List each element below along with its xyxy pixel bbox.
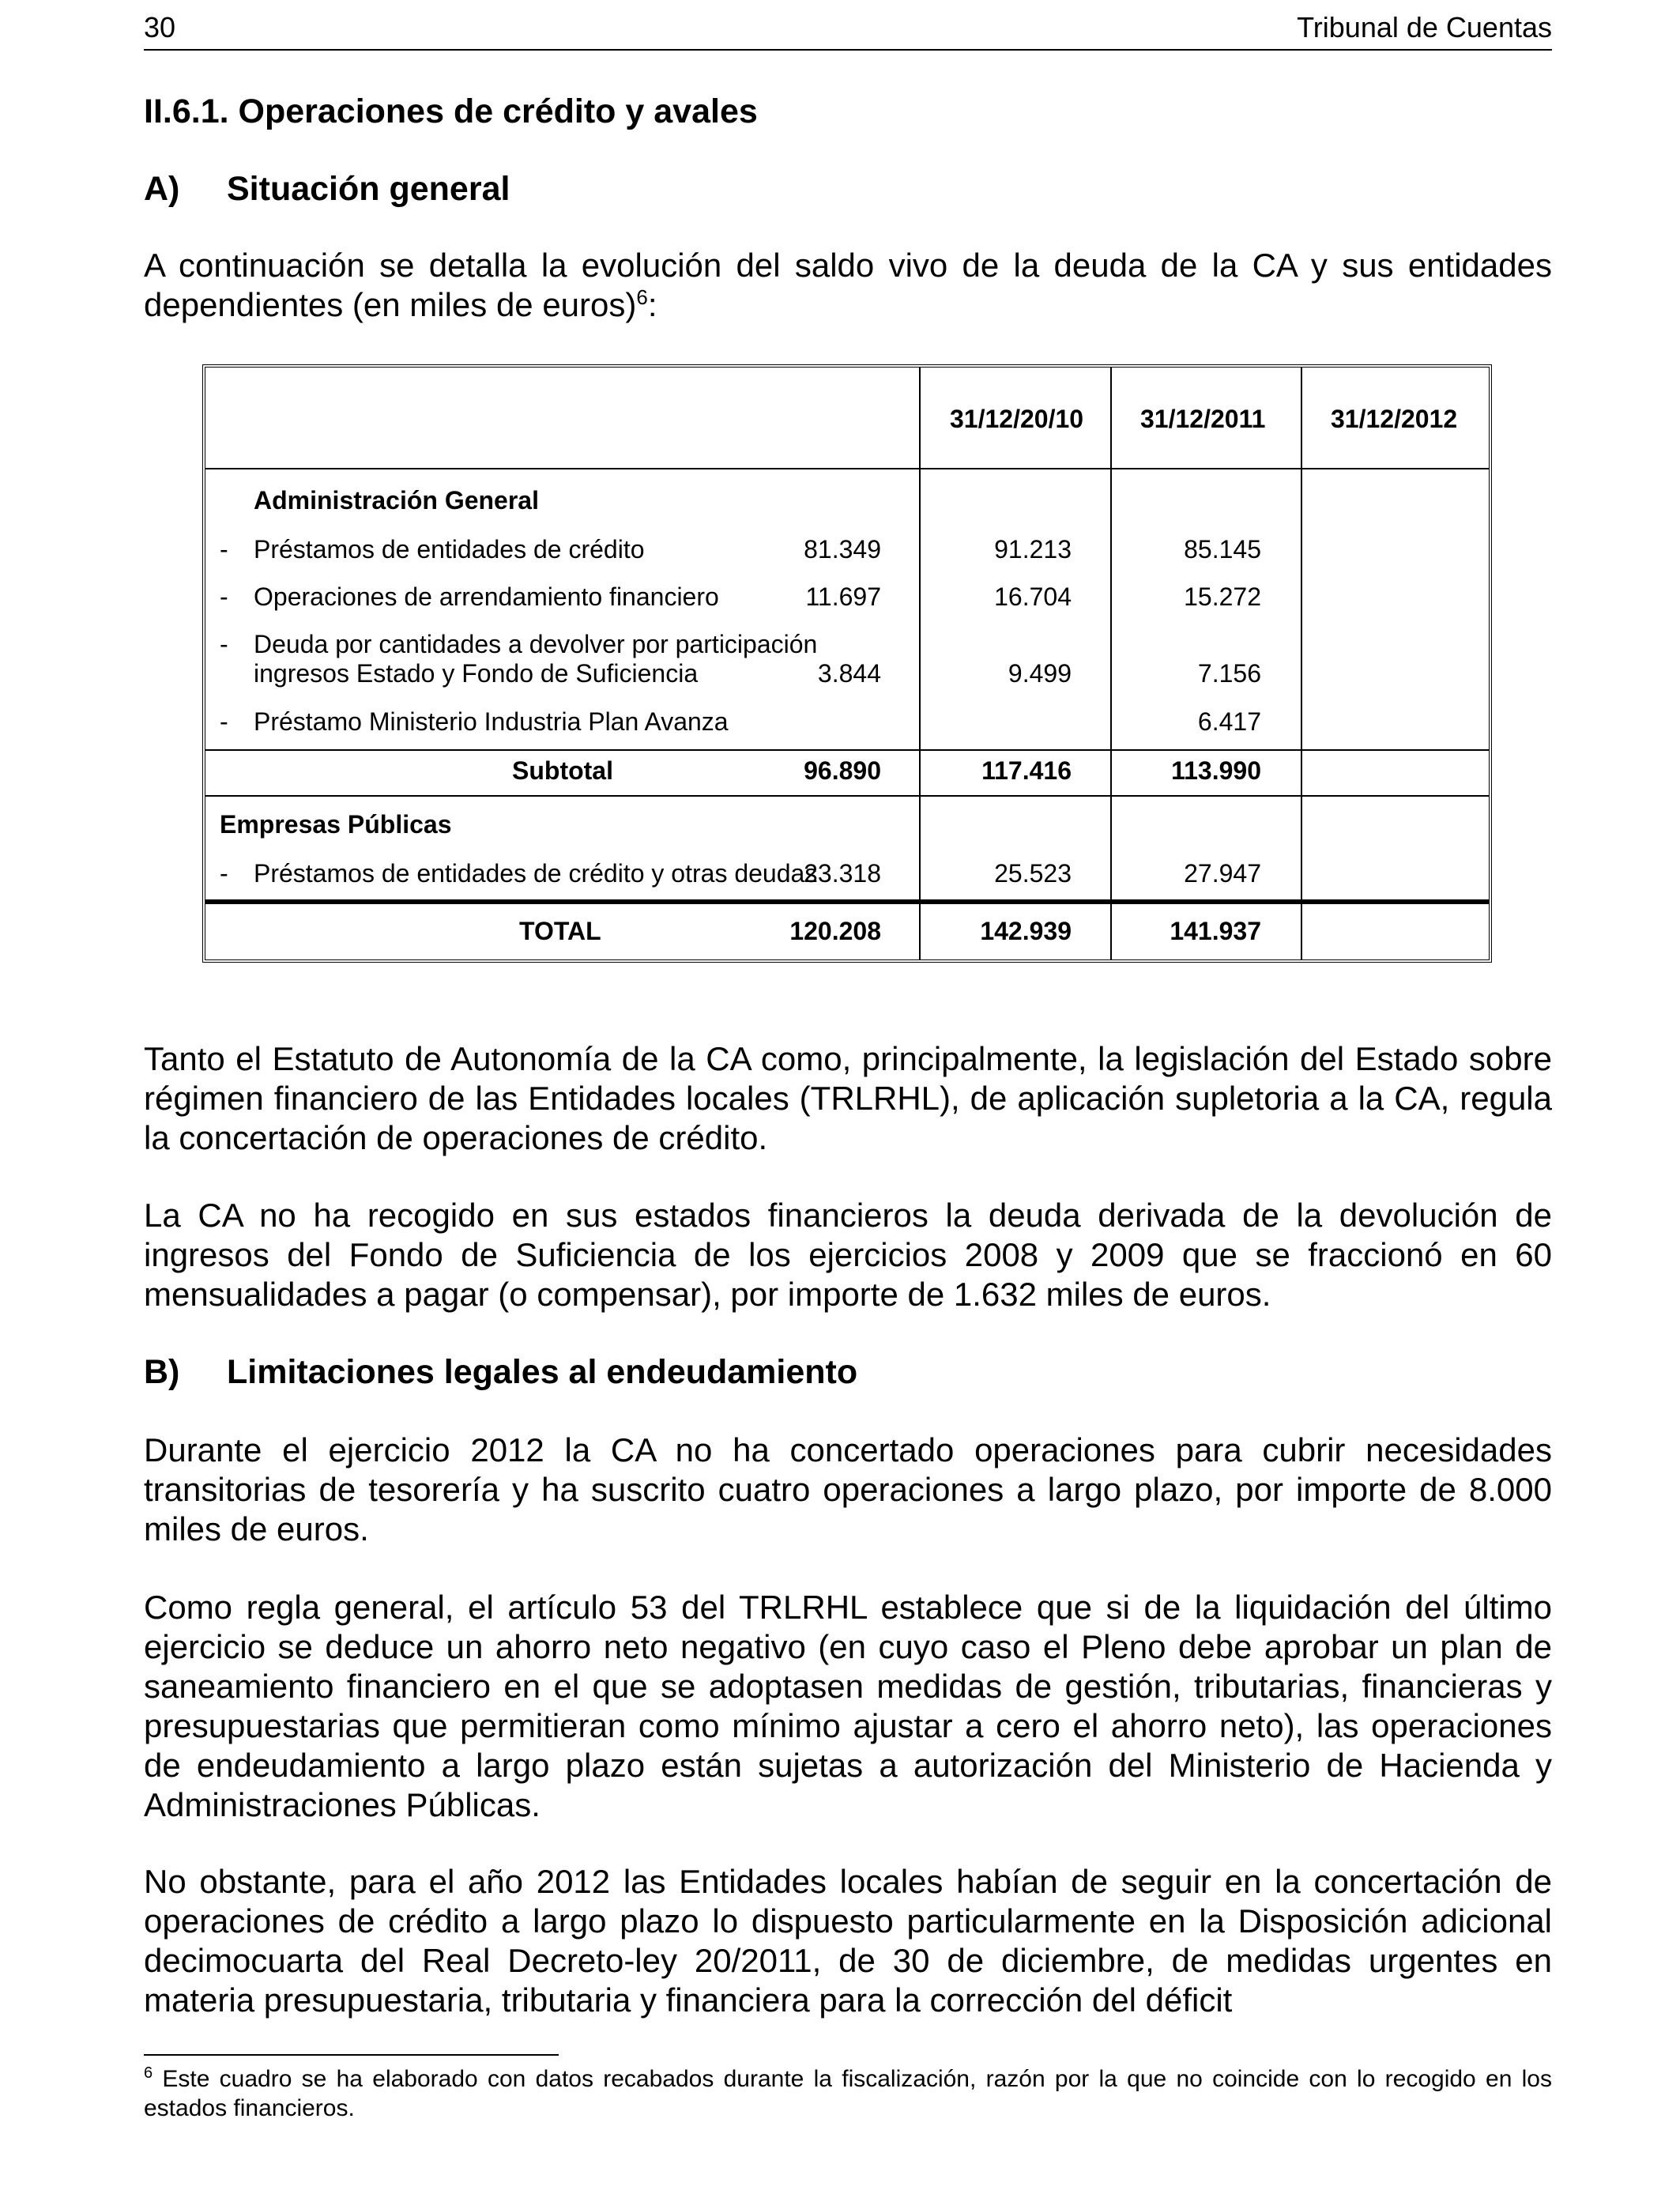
paragraph-2: La CA no ha recogido en sus estados financieros la deuda derivada de la devolución de ingresos del Fondo de Suficiencia de los ejercicios 2008 y 2009 que se fraccionó en 60 mensualidades a pagar (o compensar), por importe de 1.632 miles de euros.: [144, 1197, 1552, 1313]
total-value: 141.937: [1170, 917, 1261, 945]
row-label: Operaciones de arrendamiento financiero: [254, 582, 719, 611]
row-label: Préstamo Ministerio Industria Plan Avanza: [254, 707, 729, 736]
cell-value: 91.213: [994, 535, 1072, 564]
row-dash: -: [220, 535, 228, 564]
cell-value: 81.349: [804, 535, 881, 564]
subsection-b-letter: B): [144, 1353, 180, 1391]
cell-value: 6.417: [1197, 707, 1261, 736]
admin-general-title: Administración General: [254, 486, 539, 515]
section-title: II.6.1. Operaciones de crédito y avales: [144, 92, 758, 130]
intro-paragraph: [144, 246, 1552, 325]
row-dash: -: [220, 859, 228, 888]
cell-value: 25.523: [994, 859, 1072, 888]
subtotal-value: 113.990: [1171, 756, 1261, 785]
paragraph-1: Tanto el Estatuto de Autonomía de la CA como, principalmente, la legislación del Estado sobre régimen financiero de las Entidades locales (TRLRHL), de aplicación supletoria a la CA, regula la concertación de operaciones de crédito.: [144, 1040, 1552, 1156]
footnote-number: 6: [144, 2064, 153, 2082]
paragraph-5: No obstante, para el año 2012 las Entidades locales habían de seguir en la concertación de operaciones de crédito a largo plazo lo dispuesto particularmente en la Disposición adicional decimocuarta del Real Decreto-ley 20/2011, de 30 de diciembre, de medidas urgentes en materia presupuestaria, tributaria y financiera para la corrección del déficit: [144, 1863, 1552, 2019]
col-header: 31/12/2011: [1140, 405, 1266, 433]
total-value: 120.208: [789, 917, 881, 945]
row-divider-double: [205, 899, 1489, 904]
cell-value: 3.844: [817, 659, 881, 688]
subtotal-value: 117.416: [981, 756, 1072, 785]
row-divider: [205, 795, 1489, 797]
footnote-ref[interactable]: 6: [636, 285, 648, 309]
row-label-line1: Deuda por cantidades a devolver por participación: [254, 630, 818, 658]
cell-value: 23.318: [804, 859, 881, 888]
subtotal-value: 96.890: [804, 756, 881, 785]
cell-value: 27.947: [1184, 859, 1261, 888]
footnote-text: Este cuadro se ha elaborado con datos recabados durante la fiscalización, razón por la que no coincide con lo recogido en los estados financieros.: [144, 2066, 1552, 2121]
cell-value: 7.156: [1197, 659, 1261, 688]
col-header: 31/12/2012: [1331, 405, 1458, 433]
intro-suffix: :: [647, 286, 657, 323]
footnote: [144, 2064, 1552, 2123]
row-dash: -: [220, 707, 228, 736]
subsection-a-title: Situación general: [227, 170, 510, 208]
cell-value: 11.697: [805, 582, 881, 611]
row-dash: -: [220, 582, 228, 611]
debt-table: [202, 364, 1492, 963]
col-header: 31/12/20/10: [950, 405, 1084, 433]
page-number: 30: [144, 11, 176, 43]
paragraph-3: Durante el ejercicio 2012 la CA no ha concertado operaciones para cubrir necesidades transitorias de tesorería y ha suscrito cuatro operaciones a largo plazo, por importe de 8.000 miles de euros.: [144, 1431, 1552, 1547]
cell-value: 85.145: [1184, 535, 1261, 564]
header-title: Tribunal de Cuentas: [1297, 11, 1552, 43]
cell-value: 15.272: [1184, 582, 1261, 611]
cell-value: 16.704: [994, 582, 1072, 611]
public-companies-title: Empresas Públicas: [220, 810, 452, 839]
subtotal-label: Subtotal: [512, 756, 613, 785]
page-header: [144, 11, 1552, 51]
row-divider: [205, 749, 1489, 751]
row-label: Préstamos de entidades de crédito y otras deudas: [254, 859, 818, 888]
paragraph-4: Como regla general, el artículo 53 del TRLRHL establece que si de la liquidación del último ejercicio se deduce un ahorro neto negativo (en cuyo caso el Pleno debe aprobar un plan de saneamiento financiero en el que se adoptasen medidas de gestión, tributarias, financieras y presupuestarias que permitieran como mínimo ajustar a cero el ahorro neto), las operaciones de endeudamiento a largo plazo están sujetas a autorización del Ministerio de Hacienda y Administraciones Públicas.: [144, 1589, 1552, 1823]
row-divider: [205, 468, 1489, 469]
row-label: Préstamos de entidades de crédito: [254, 535, 645, 564]
subsection-a-letter: A): [144, 170, 180, 208]
cell-value: 9.499: [1008, 659, 1072, 688]
subsection-b-title: Limitaciones legales al endeudamiento: [227, 1353, 858, 1391]
total-label: TOTAL: [519, 917, 601, 945]
total-value: 142.939: [980, 917, 1072, 945]
row-dash: -: [220, 630, 228, 658]
row-label-line2: ingresos Estado y Fondo de Suficiencia: [254, 659, 699, 688]
intro-text: A continuación se detalla la evolución del saldo vivo de la deuda de la CA y sus entidades dependientes (en miles de euros): [144, 247, 1552, 323]
footnote-separator: [144, 2054, 559, 2056]
col-divider: [1301, 368, 1302, 959]
